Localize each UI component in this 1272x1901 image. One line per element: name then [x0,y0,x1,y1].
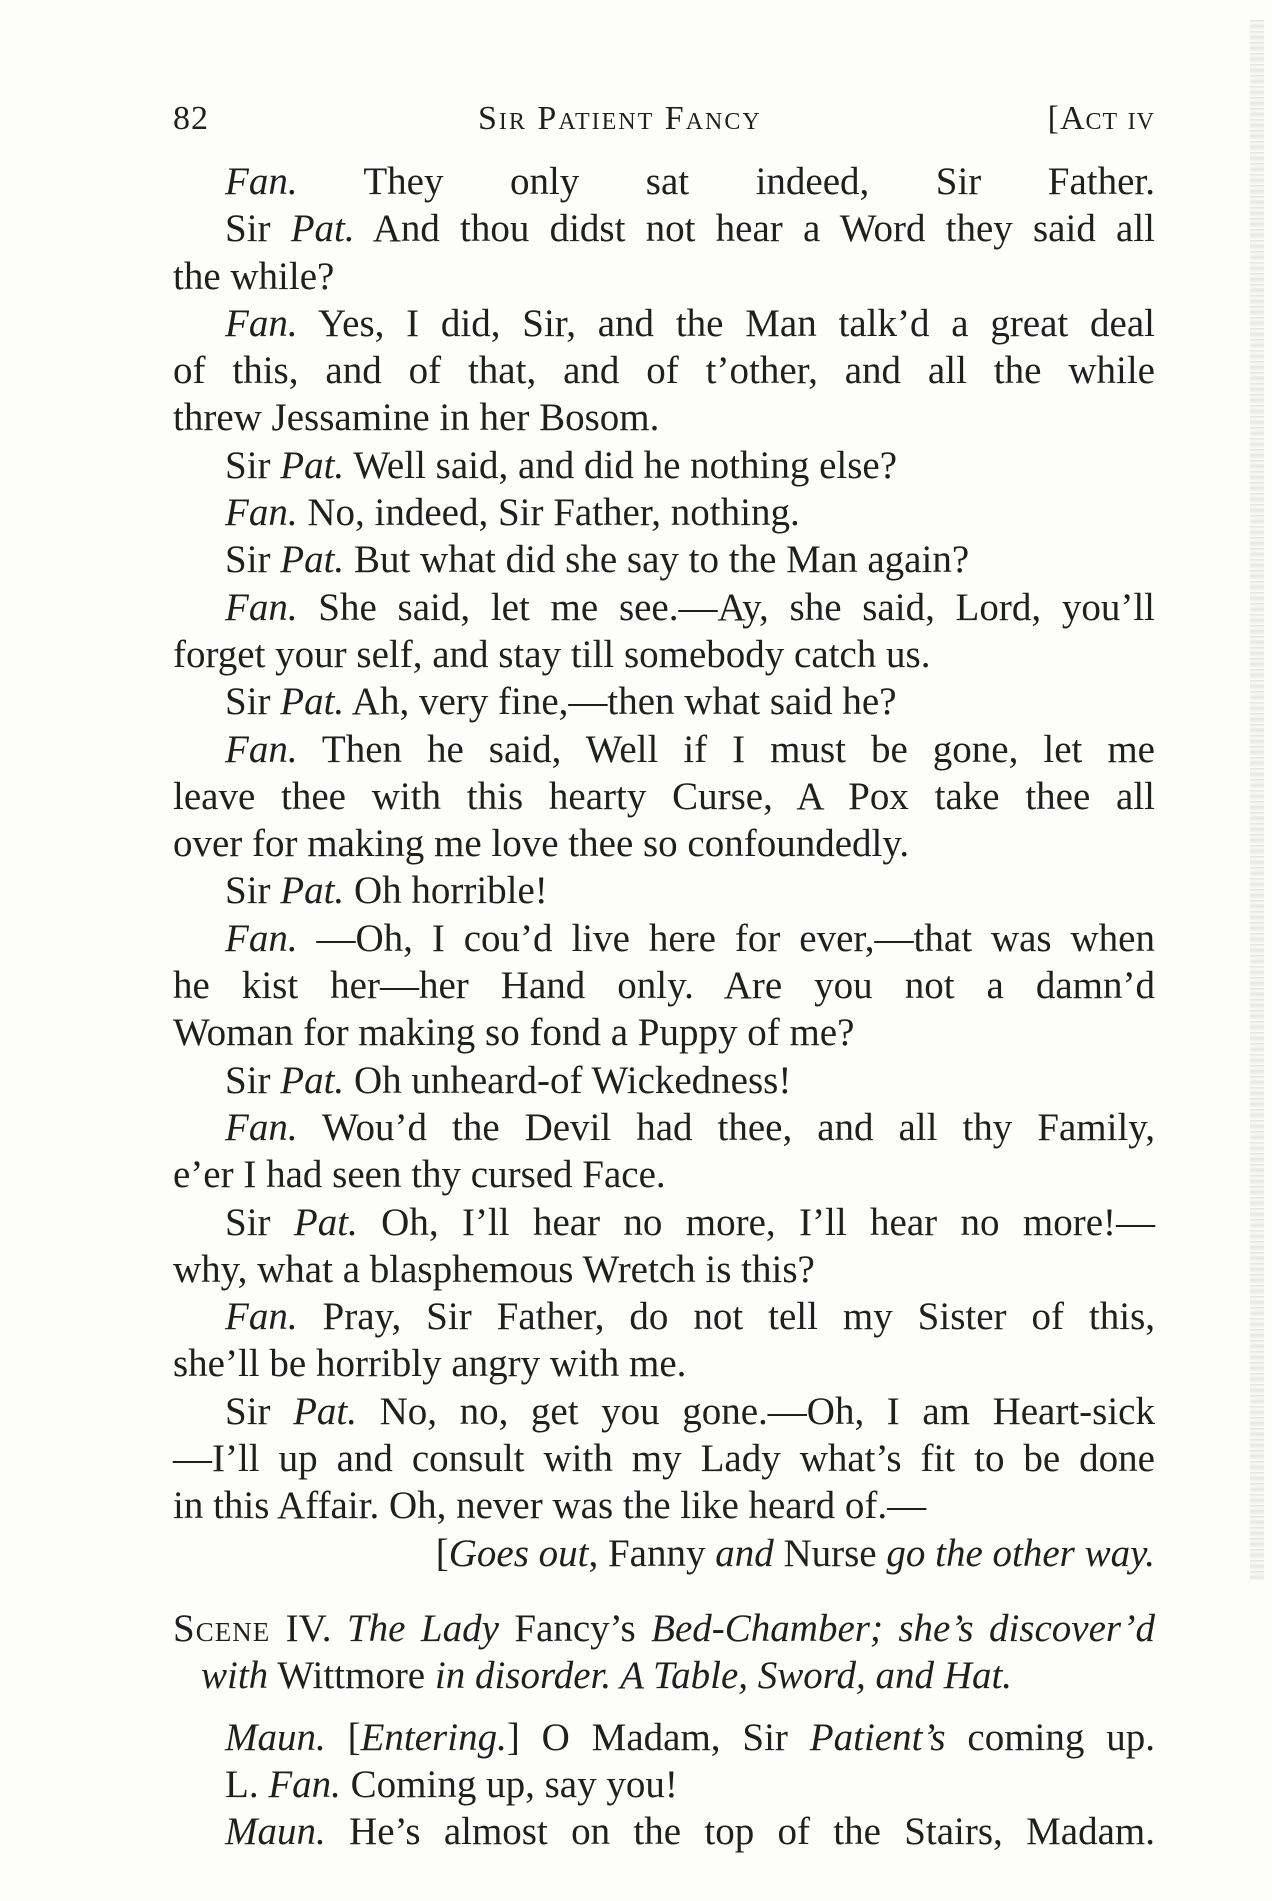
page-edge-shadow [1250,20,1264,1580]
line-text: Woman for making so fond a Puppy of me? [173,1011,855,1055]
text-line [173,253,1155,300]
speaker-name: Fan. [225,160,298,203]
scene-fancys: Fancy’s [498,1606,652,1650]
text-line [173,1761,1155,1808]
text-line [173,867,1155,914]
stage-direction-entering: Entering. [360,1715,507,1759]
line-text: forget your self, and stay till somebody catch us. [173,632,931,676]
speaker-name: Fan. [225,916,298,960]
direction-goes-out: Goes out [448,1531,589,1575]
speaker-name: Fan. [225,1105,298,1149]
speaker-title: Sir [225,443,281,487]
text-line [173,962,1155,1009]
speaker-name: Maun. [225,1810,326,1854]
speaker-name: Pat. [280,1058,345,1102]
line-text: Oh, I’ll hear no more, I’ll hear no more!— [357,1200,1155,1244]
text-line [173,726,1155,773]
text-line [173,1199,1155,1246]
line-text: e’er I had seen thy cursed Face. [173,1153,666,1197]
text-line [173,820,1155,867]
direction-nurse: Nurse [773,1531,887,1575]
text-line [173,1151,1155,1198]
speaker-title: Sir [225,869,281,913]
scene-heading [173,1605,1155,1652]
line-text: Ah, very fine,—then what said he? [344,680,897,724]
direction-bracket: [ [435,1531,449,1575]
speaker-name: Fan. [225,301,298,345]
line-text: of this, and of that, and of t’other, and all the while [173,349,1155,393]
text-line [173,1057,1155,1104]
speaker-name: Pat. [280,443,345,487]
direction-fanny: , Fanny [588,1531,716,1575]
text-line [173,536,1155,583]
line-text: No, no, get you gone.—Oh, I am Heart-sick [357,1389,1155,1433]
speaker-title: Sir [225,1200,294,1244]
text-line [173,1482,1155,1529]
line-text: Pray, Sir Father, do not tell my Sister of this, [297,1295,1155,1339]
page-number: 82 [173,100,209,137]
scene-heading-continued [173,1652,1155,1699]
scene-wittmore: Wittmore [268,1654,435,1698]
line-text: ] O Madam, Sir [506,1715,810,1759]
speaker-name: Fan. [225,727,298,771]
scene-spacer [173,1577,1155,1605]
text-line [173,347,1155,394]
line-text: But what did she say to the Man again? [344,538,970,582]
text-line [173,631,1155,678]
line-text: Oh unheard-of Wickedness! [344,1058,792,1102]
text-line [173,158,1155,205]
scene-bed-chamber: Bed-Chamber; she’s discover’d [651,1606,1156,1650]
text-line [173,1388,1155,1435]
speaker-title: Sir [225,680,281,724]
direction-rest: go the other way. [886,1531,1155,1575]
speaker-title: Sir [225,1058,281,1102]
scene-label: Scene [173,1606,271,1650]
line-text: the while? [173,254,335,298]
line-text: Oh horrible! [344,869,548,913]
line-text: Coming up, say you! [340,1762,678,1806]
text-line [173,1104,1155,1151]
line-text: he kist her—her Hand only. Are you not a damn’d [173,964,1155,1008]
line-text: in this Affair. Oh, never was the like heard of.— [173,1484,927,1528]
text-line [173,915,1155,962]
line-text: coming up. [945,1715,1155,1759]
line-text: she’ll be horribly angry with me. [173,1342,687,1386]
line-text: Then he said, Well if I must be gone, let me [297,727,1155,771]
line-text: [ [325,1715,361,1759]
speaker-name: Fan. [225,491,298,535]
line-text: No, indeed, Sir Father, nothing. [297,491,800,535]
text-line [173,489,1155,536]
speaker-name: Fan. [225,1295,298,1339]
text-line [173,1293,1155,1340]
text-line [173,1246,1155,1293]
running-title: Sir Patient Fancy [478,100,762,137]
text-line [173,1714,1155,1761]
speaker-title: Sir [225,207,291,251]
text-line [173,442,1155,489]
speaker-name: Pat. [280,869,345,913]
line-text: Wou’d the Devil had thee, and all thy Family, [297,1105,1155,1149]
stage-direction-exit [173,1530,1155,1577]
line-text: They only sat indeed, Sir Father. [297,160,1155,203]
text-line [173,300,1155,347]
speaker-title: Sir [225,1389,294,1433]
text-line [173,678,1155,725]
line-text: Well said, and did he nothing else? [344,443,898,487]
line-text: She said, let me see.—Ay, she said, Lord, you’ll [297,585,1155,629]
speaker-name: Maun. [225,1715,326,1759]
speaker-name: Pat. [293,1200,358,1244]
text-line [173,1340,1155,1387]
patients-name: Patient’s [809,1715,946,1759]
scene-with: with [201,1654,269,1698]
line-text: —I’ll up and consult with my Lady what’s fit to be done [173,1437,1155,1481]
scene-in-disorder: in disorder. A Table, Sword, and Hat. [434,1654,1013,1698]
line-text: —Oh, I cou’d live here for ever,—that was when [297,916,1155,960]
line-text: Yes, I did, Sir, and the Man talk’d a great deal [297,301,1155,345]
direction-and: and [715,1531,774,1575]
speaker-prefix: L. [225,1762,269,1806]
line-text: over for making me love thee so confoundedly. [173,822,910,866]
text-line [173,584,1155,631]
line-text: leave thee with this hearty Curse, A Pox take thee all [173,774,1155,818]
speaker-name: Pat. [280,680,345,724]
text-line [173,1808,1155,1855]
speaker-name: Fan. [225,585,298,629]
speaker-name: Pat. [293,1389,358,1433]
line-text: And thou didst not hear a Word they said all [354,207,1155,251]
line-text: why, what a blasphemous Wretch is this? [173,1247,815,1291]
text-line [173,1009,1155,1056]
running-head [173,100,1155,146]
text-line [173,1435,1155,1482]
text-line [173,205,1155,252]
scene-spacer [173,1700,1155,1714]
text-line [173,394,1155,441]
speaker-name: Pat. [290,207,355,251]
scene-the-lady: The Lady [346,1606,499,1650]
act-marker: [Act iv [1047,100,1155,137]
line-text: threw Jessamine in her Bosom. [173,396,660,440]
scene-numeral: IV. [270,1606,347,1650]
speaker-name: Fan. [268,1762,341,1806]
line-text: He’s almost on the top of the Stairs, Madam. [325,1810,1155,1854]
speaker-name: Pat. [280,538,345,582]
speaker-title: Sir [225,538,281,582]
text-line [173,773,1155,820]
play-text [173,158,1155,1855]
